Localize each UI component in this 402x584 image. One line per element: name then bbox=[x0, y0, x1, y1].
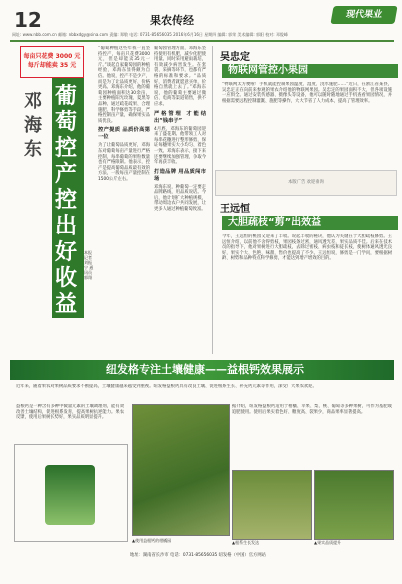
bottom-right-text: 据介绍，纽发格益根钙适用于柑橘、苹果、梨、桃、葡萄等多种果树，可作为基肥或追肥使用。使用后果实着色好、糖度高、裂果少，商品果率显著提高。 bbox=[232, 404, 392, 415]
lead-paragraph: 4月底，邓海东的葡萄园迎来了盛花期。他带领工人对每串花穗进行整形修剪，保证每穗果实大小均匀、着色一致。邓海东表示，接下来还要继续加强管理，争取今年再获丰收。 bbox=[154, 126, 206, 166]
root-photo bbox=[232, 470, 312, 540]
lead-subhead-3: 打造品牌 用品质闯市场 bbox=[154, 168, 206, 182]
price-line-2: 每斤却能卖 35 元 bbox=[27, 62, 77, 69]
header-rule bbox=[10, 40, 394, 42]
fruit-photo bbox=[314, 470, 394, 540]
lead-column-3 bbox=[154, 46, 206, 346]
price-line-1: 每亩只花费 3000 元 bbox=[23, 53, 81, 60]
page-number: 12 bbox=[14, 8, 42, 32]
brand-logo: 现代果业 bbox=[330, 6, 397, 24]
bottom-lead: 近年来，随着果农对果树品质要求不断提高，土壤健康越来越受到重视。纽发格益根钙具有改良土壤、促进根系生长、补充钙元素等作用，深受广大果农欢迎。 bbox=[16, 384, 317, 389]
bottom-left-text: 益根钙是一种含有多种中微量元素的土壤调理剂，能有效改善土壤结构，促进根系发育，提高果树抗逆能力。果农反馈，使用后果树长势好，果实品质明显提升。 bbox=[16, 404, 124, 421]
lead-paragraph: 葡萄园管理方面，邓海东坚持使用有机肥，减少化肥使用量。同时采用避雨栽培，有效减少病害发生。在套袋、采摘等环节，也都有严格的标准和要求。“品质好，消费者就愿意买单，价格自然就上去了。”邓海东说，他的葡萄主要通过微信、电商等渠道销售，供不应求。 bbox=[154, 46, 206, 107]
orchard-photo bbox=[132, 404, 230, 536]
column-divider bbox=[212, 46, 213, 354]
lead-column-2 bbox=[98, 46, 150, 346]
bottom-title: 纽发格专注土壤健康——益根钙效果展示 bbox=[106, 363, 304, 376]
feature1-title: 物联网管控小果园 bbox=[222, 64, 398, 78]
lead-paragraph: 为了让葡萄品质更好，邓海东对葡萄每亩产量进行严格控制，每串葡萄的果粒数量也有严格限制。他表示，控产是提高葡萄品质最有效的方法，一般每亩产量控制在1500公斤左右。 bbox=[98, 143, 150, 182]
caption-3: ▲果实品质提升 bbox=[314, 540, 342, 545]
feature2-title: 大胆疏枝“剪”出效益 bbox=[222, 216, 398, 230]
lead-paragraph: “葡萄种植这些年我一直坚持控产，每亩只花费3000元，但是却能卖35元一斤。”谈起自家葡萄园的种植经验，邓海东显得颇为自信。他说，控产不是少产，而是为了让品质更好、价格更高。邓海东介绍，他的葡萄园种植面积达30余亩，主要种植阳光玫瑰、夏黑等品种。通过疏花疏果、合理施肥、科学修剪等手段，严格控制亩产量，确保果实品质优良。 bbox=[98, 46, 150, 124]
product-image bbox=[45, 465, 95, 525]
feature1-body: “物联网太方便啦！手机就能控制果园温度、湿度、浇水施肥……”近日，在浙江省某县，吴忠定正在向前来参观的果农介绍他的物联网果园。吴忠定的果园面积不大，但各项设施一应俱全。通过安装传感器、摄像头等设备，他可以随时随地通过手机查看果园情况，并根据需要远程控制灌溉、施肥等操作，大大节省了人力成本，提高了管理效率。 bbox=[222, 82, 392, 104]
lead-author-name: 邓海东 bbox=[24, 91, 42, 160]
feature2-body: 今年，王远恒的桃园又迎来了丰收。说起丰收的秘诀，他认为关键在于大胆疏枝修剪。王远恒介绍，以前他不舍得剪枝，果园枝条过密，通风透光差，果实品质不佳。后来在技术员的指导下，他对果树进行大胆疏枝，去除过密枝、病虫枝和徒长枝，使树体通风透光良好，果实个大、色艳、味甜，售价也提高了不少。王远恒说，修剪是一门学问，要根据树龄、树势和品种特点科学修剪，才能达到增产增效的目的。 bbox=[222, 234, 392, 262]
feature1-person: 吴忠定 bbox=[220, 52, 250, 63]
lead-paragraph: 邓海东说，种葡萄一定要走品牌路线，用品质说话。今后，他计划扩大种植规模，带动周边农户共同发展，让更多人通过种植葡萄致富。 bbox=[154, 184, 206, 213]
lead-byline: 本报记者 刘振宁 通讯员 郭翔 bbox=[84, 250, 94, 280]
caption-2: ▲根系生长发达 bbox=[232, 540, 260, 545]
lead-subhead-1: 控产提质 品质价高第一位 bbox=[98, 127, 150, 141]
price-callout bbox=[20, 46, 84, 78]
lead-headline: 葡萄控产控出好收益 bbox=[55, 84, 78, 317]
bottom-footer: 地址：湖南省长沙市 电话：0731-85656035 纽发格（中国）官方网站 bbox=[130, 553, 266, 558]
lead-subhead-2: 严格管理 才能结出“钱串子” bbox=[154, 110, 206, 124]
product-box bbox=[14, 444, 128, 542]
section-title: 果农传经 bbox=[150, 14, 194, 27]
ad-text: 本版广告 欢迎垂询 bbox=[288, 180, 324, 185]
ad-box bbox=[215, 170, 397, 196]
caption-1: ▲使用益根钙的柑橘园 bbox=[132, 538, 172, 543]
feature2-person: 王远恒 bbox=[220, 204, 250, 215]
header-info-line: 网址: www.nbb.com.cn 邮箱: nbbxdgy@sina.com 责编: 郑敬 电话: 0731-85656035 2016年6月16日 星期四 编辑: 郭荣 美术编辑: 郭阳 校对: 邓俊峰 bbox=[12, 32, 288, 37]
